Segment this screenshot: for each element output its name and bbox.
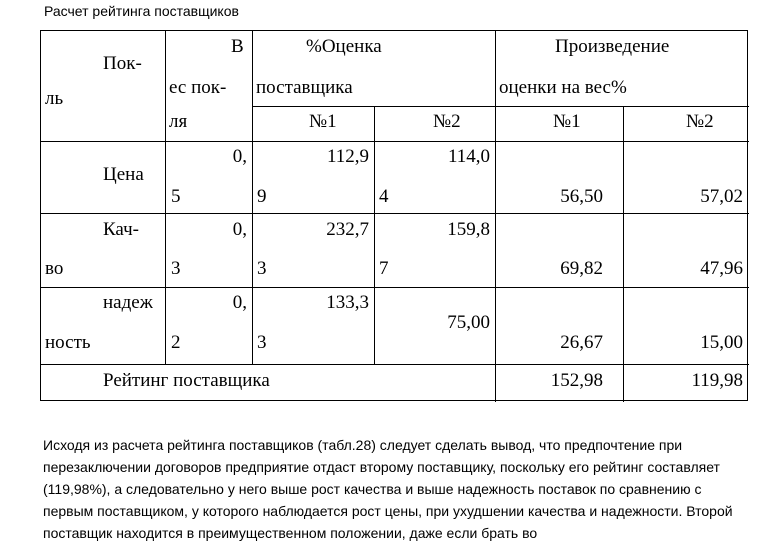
- row-reliability-weight-bottom: 2: [171, 332, 181, 353]
- row-line-1: [41, 141, 749, 142]
- col-divider-1: [165, 31, 166, 364]
- header-weight-line3: ля: [169, 111, 188, 132]
- row-quality-score2-bottom: 7: [379, 258, 389, 279]
- row-reliability-product1: 26,67: [560, 332, 603, 353]
- footer-rating-supplier1: 152,98: [550, 370, 603, 391]
- header-weight-line2: ес пок-: [169, 77, 227, 98]
- row-line-2: [41, 213, 749, 214]
- header-weight-line1: В: [231, 36, 244, 57]
- row-price-score2-top: 114,0: [447, 146, 490, 167]
- row-price-score1-top: 112,9: [326, 146, 369, 167]
- row-line-3: [41, 287, 749, 288]
- row-line-4: [41, 364, 749, 365]
- header-score-supplier2: №2: [433, 111, 461, 132]
- row-quality-score1-top: 232,7: [326, 219, 369, 240]
- row-quality-score2-top: 159,8: [447, 219, 490, 240]
- row-quality-product1: 69,82: [560, 258, 603, 279]
- subheader-line: [252, 106, 749, 107]
- row-quality-name-bottom: во: [45, 258, 64, 279]
- row-price-name: Цена: [103, 164, 144, 185]
- row-price-product2: 57,02: [700, 186, 743, 207]
- row-reliability-product2: 15,00: [700, 332, 743, 353]
- row-price-weight-bottom: 5: [171, 186, 181, 207]
- row-reliability-weight-top: 0,: [232, 292, 247, 313]
- header-indicator-bottom: ль: [45, 88, 64, 109]
- header-score-line1: %Оценка: [306, 36, 382, 57]
- header-product-line2: оценки на вес%: [499, 77, 627, 98]
- col-divider-2: [252, 31, 253, 364]
- footer-rating-label: Рейтинг поставщика: [103, 370, 270, 391]
- header-product-supplier1: №1: [553, 111, 581, 132]
- row-price-weight-top: 0,: [232, 146, 247, 167]
- col-divider-4: [495, 31, 496, 402]
- header-indicator-top: Пок-: [103, 53, 142, 74]
- row-price-score2-bottom: 4: [379, 186, 389, 207]
- row-price-product1: 56,50: [560, 186, 603, 207]
- row-quality-product2: 47,96: [700, 258, 743, 279]
- row-quality-weight-bottom: 3: [171, 258, 181, 279]
- row-reliability-score2: 75,00: [447, 312, 490, 333]
- row-quality-weight-top: 0,: [232, 219, 247, 240]
- conclusion-paragraph: Исходя из расчета рейтинга поставщиков (табл.28) следует сделать вывод, что предпочтение при перезаключении договоров предприятие отдаст второму поставщику, поскольку его рейтинг составляет (119,98%), а следовательно у него выше рост качества и выше надежность поставок по сравнению с первым поставщиком, у которого наблюдается рост цены, при ухудшении качества и надежности. Второй поставщик находится в преимущественном положении, даже если брать во: [43, 437, 733, 541]
- header-score-supplier1: №1: [309, 111, 337, 132]
- col-divider-3: [374, 106, 375, 364]
- row-quality-name-top: Кач-: [103, 219, 139, 240]
- table-caption: Расчет рейтинга поставщиков: [44, 3, 239, 19]
- header-product-line1: Произведение: [555, 36, 670, 57]
- row-reliability-name-bottom: ность: [45, 332, 91, 353]
- row-reliability-score1-top: 133,3: [326, 292, 369, 313]
- supplier-rating-table: [40, 30, 748, 401]
- row-price-score1-bottom: 9: [257, 186, 267, 207]
- row-reliability-score1-bottom: 3: [257, 332, 267, 353]
- header-score-line2: поставщика: [256, 77, 353, 98]
- row-reliability-name-top: надеж: [103, 292, 153, 313]
- header-product-supplier2: №2: [686, 111, 714, 132]
- row-quality-score1-bottom: 3: [257, 258, 267, 279]
- col-divider-5: [623, 106, 624, 402]
- footer-rating-supplier2: 119,98: [691, 370, 743, 391]
